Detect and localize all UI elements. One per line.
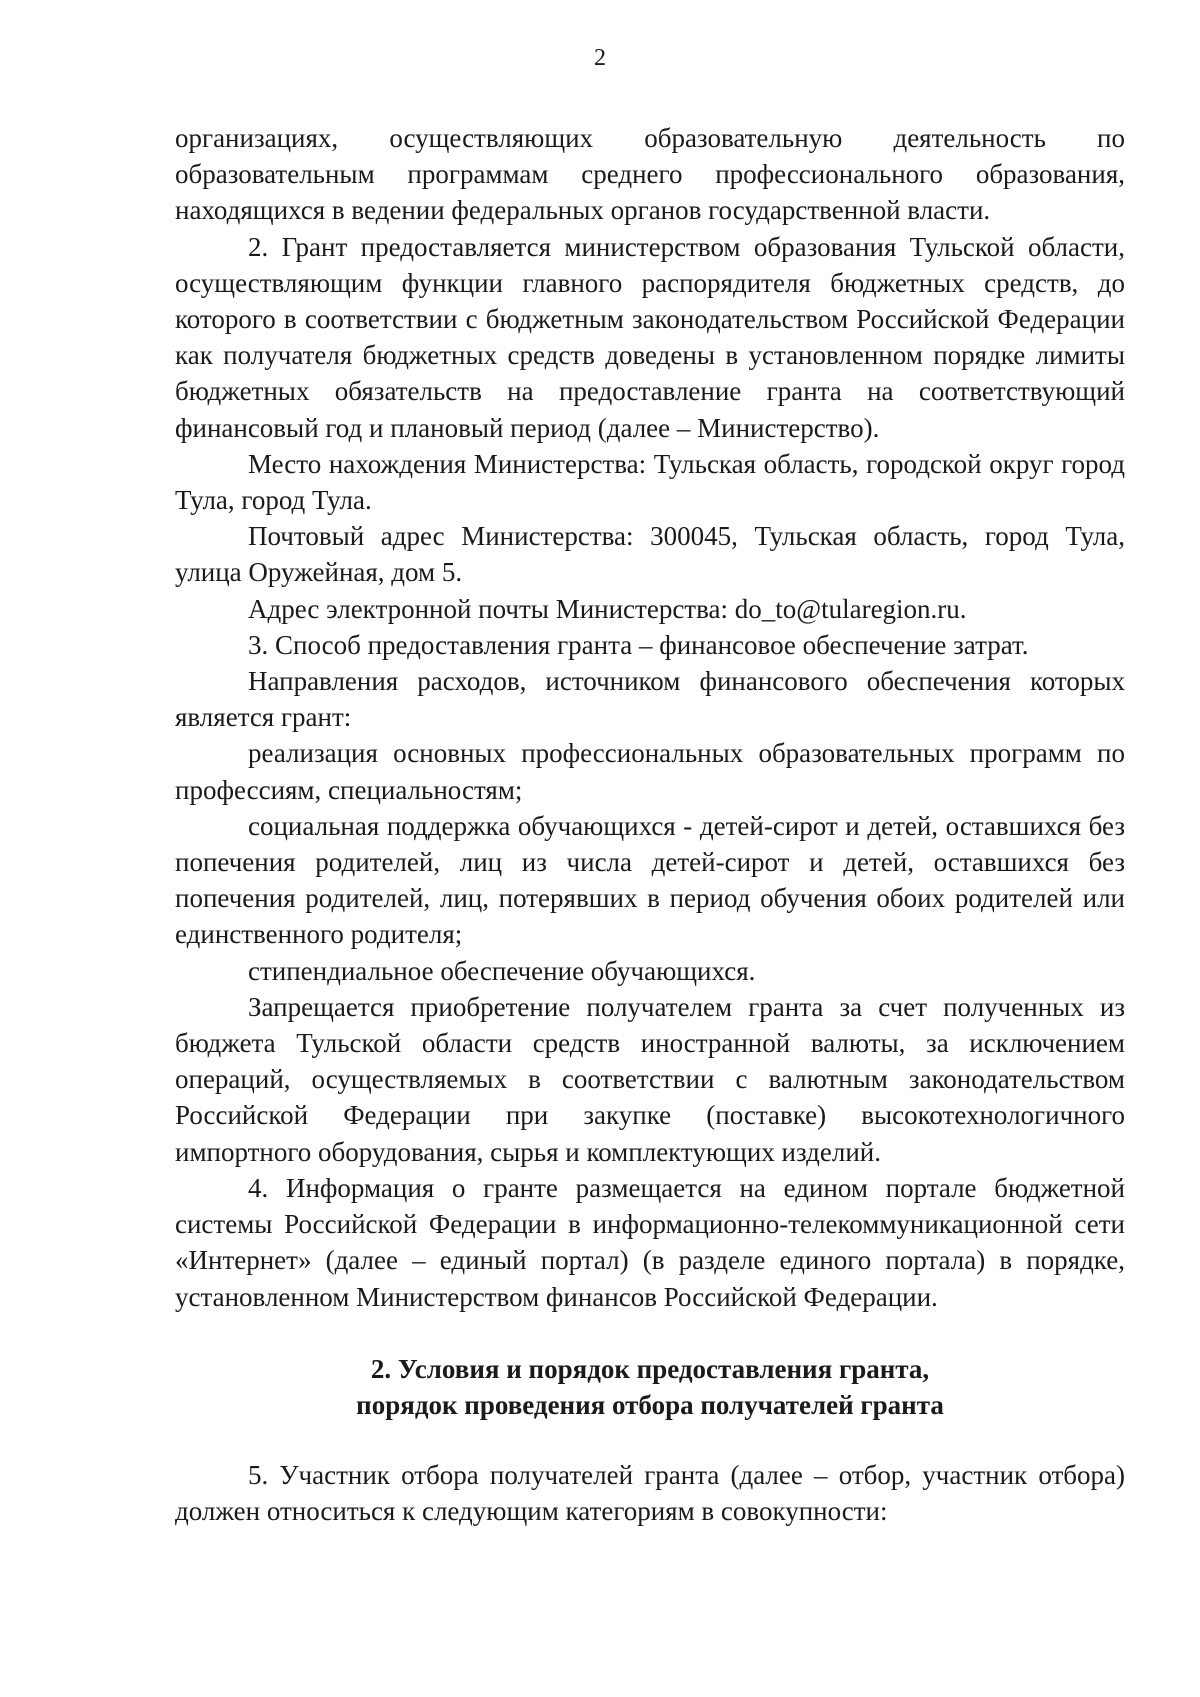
paragraph: 4. Информация о гранте размещается на едином портале бюджетной системы Российской Федерации в информационно-телекоммуникационной сети «Интернет» (далее – единый портал) (в разделе единого портала) в порядке, установленном Министерством финансов Российской Федерации. <box>175 1172 1125 1312</box>
page-number: 2 <box>594 45 606 71</box>
paragraph: социальная поддержка обучающихся - детей-сирот и детей, оставшихся без попечения родителей, лиц из числа детей-сирот и детей, оставшихся без попечения родителей, лиц, потерявших в период обучения обоих родителей или единственного родителя; <box>175 810 1125 950</box>
paragraph: Почтовый адрес Министерства: 300045, Тульская область, город Тула, улица Оружейная, дом 5. <box>175 521 1125 588</box>
paragraph: Место нахождения Министерства: Тульская область, городской округ город Тула, город Тула. <box>175 448 1125 516</box>
section-heading <box>175 1351 1125 1423</box>
paragraph: 3. Способ предоставления гранта – финансовое обеспечение затрат. <box>248 629 1029 660</box>
paragraph: Адрес электронной почты Министерства: do_to@tularegion.ru. <box>248 593 967 624</box>
paragraph: реализация основных профессиональных образовательных программ по профессиям, специальностям; <box>175 738 1125 805</box>
paragraph: Запрещается приобретение получателем гранта за счет полученных из бюджета Тульской области средств иностранной валюты, за исключением операций, осуществляемых в соответствии с валютным законодательством Российской Федерации при закупке (поставке) высокотехнологичного импортного оборудования, сырья и комплектующих изделий. <box>175 991 1125 1167</box>
paragraph: Направления расходов, источником финансового обеспечения которых является грант: <box>175 666 1125 733</box>
paragraph: организациях, осуществляющих образовательную деятельность по образовательным программам среднего профессионального образования, находящихся в ведении федеральных органов государственной власти. <box>175 123 1125 226</box>
paragraph: 5. Участник отбора получателей гранта (далее – отбор, участник отбора) должен относиться к следующим категориям в совокупности: <box>175 1460 1125 1527</box>
document-body <box>175 120 1125 1530</box>
section-heading-line: порядок проведения отбора получателей гранта <box>356 1389 944 1420</box>
paragraph: 2. Грант предоставляется министерством образования Тульской области, осуществляющим функции главного распорядителя бюджетных средств, до которого в соответствии с бюджетным законодательством Российской Федерации как получателя бюджетных средств доведены в установленном порядке лимиты бюджетных обязательств на предоставление гранта на соответствующий финансовый год и плановый период (далее – Министерство). <box>175 231 1125 443</box>
section-heading-line: 2. Условия и порядок предоставления гранта, <box>370 1353 930 1384</box>
paragraph: стипендиальное обеспечение обучающихся. <box>248 955 756 986</box>
